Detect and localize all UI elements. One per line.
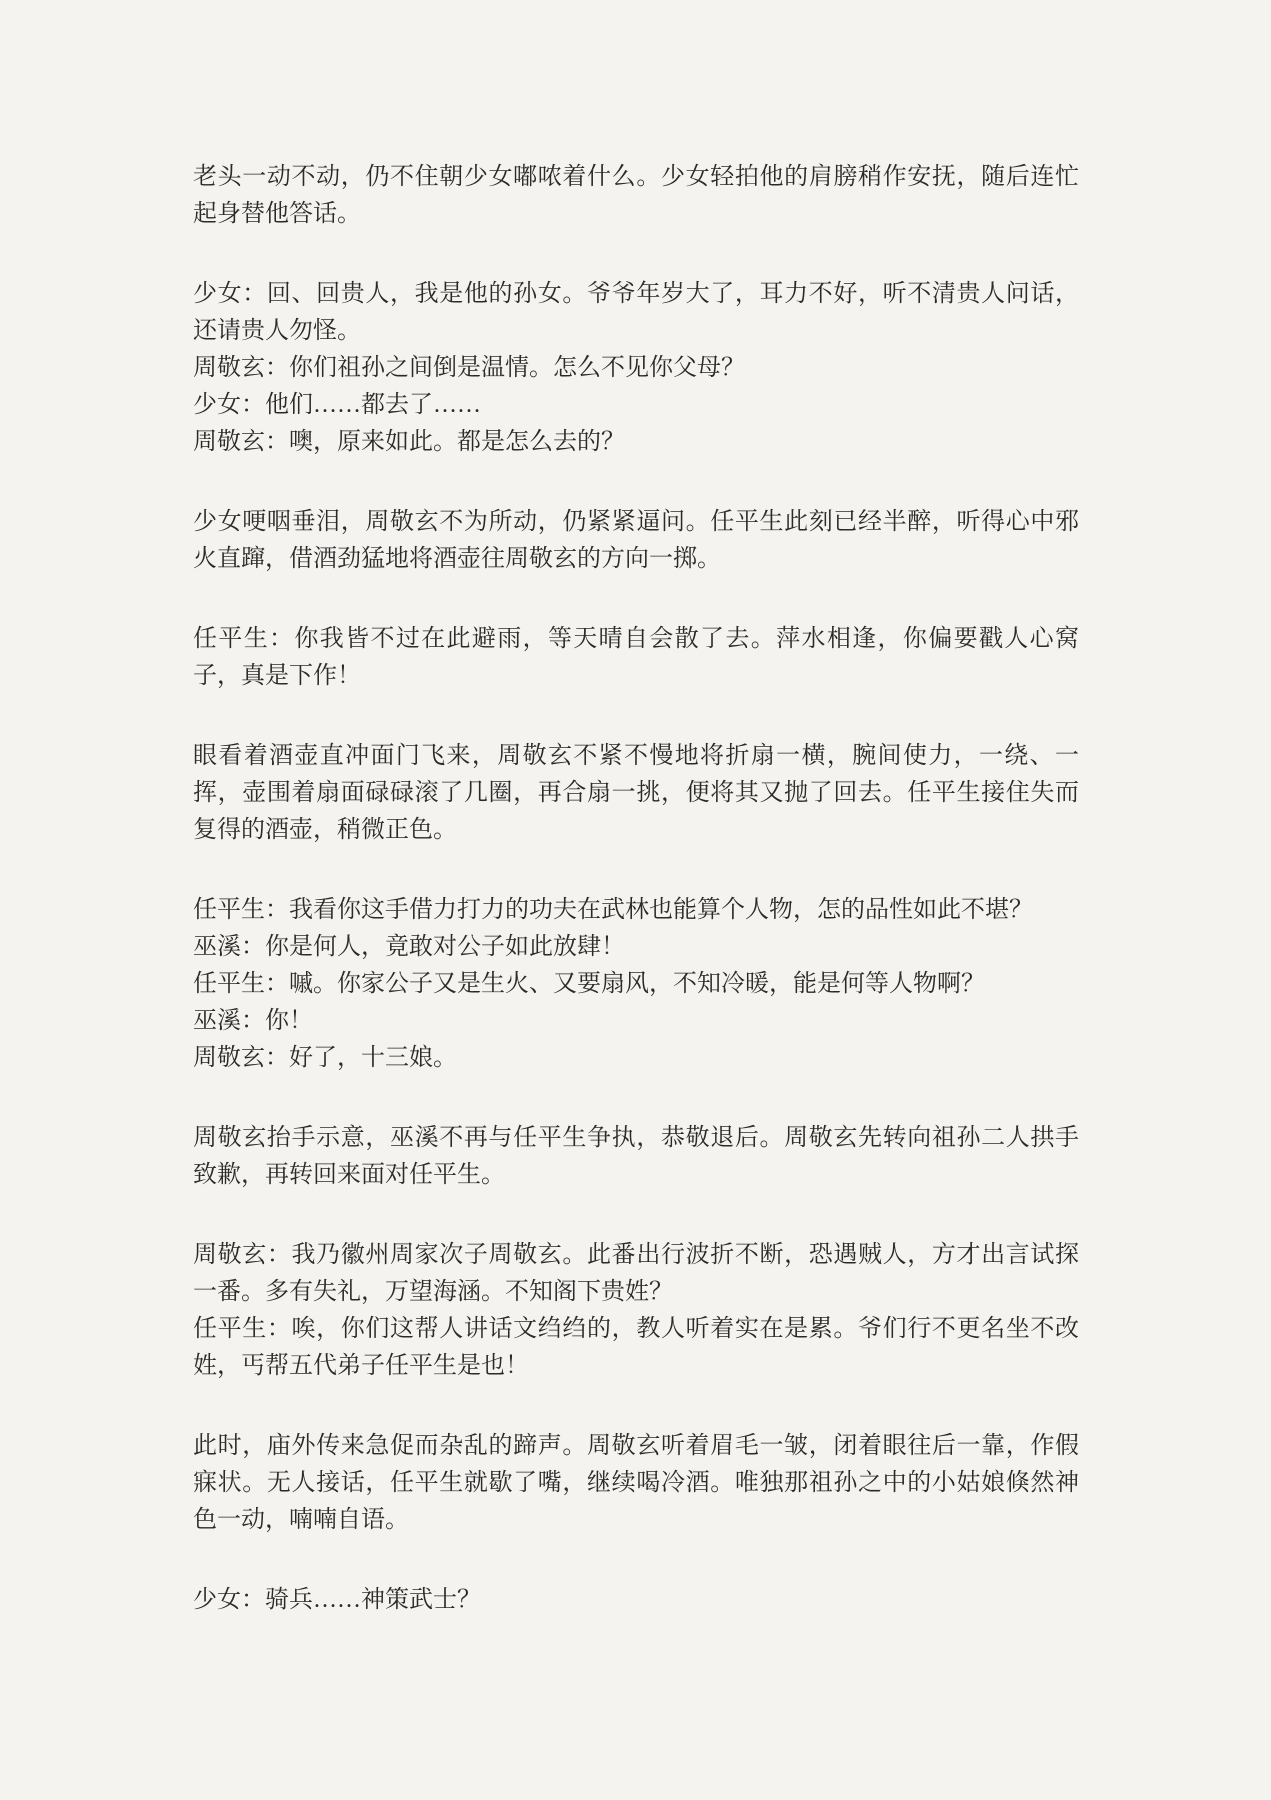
dialogue-line: 少女：骑兵……神策武士？ [193,1587,481,1613]
dialogue-block-3 [193,892,1079,1077]
narration-text: 周敬玄抬手示意，巫溪不再与任平生争执，恭敬退后。周敬玄先转向祖孙二人拱手致歉，再转回来面对任平生。 [193,1125,1079,1188]
dialogue-block-4 [193,1237,1079,1385]
narration-text: 少女哽咽垂泪，周敬玄不为所动，仍紧紧逼问。任平生此刻已经半醉，听得心中邪火直蹿，借酒劲猛地将酒壶往周敬玄的方向一掷。 [193,509,1079,572]
dialogue-line: 少女：他们……都去了…… [193,392,481,418]
dialogue-line: 任平生：唉，你们这帮人讲话文绉绉的，教人听着实在是累。爷们行不更名坐不改姓，丐帮五代弟子任平生是也！ [193,1316,1079,1379]
narration-block-3 [193,738,1079,849]
dialogue-line: 任平生：嘁。你家公子又是生火、又要扇风，不知冷暖，能是何等人物啊？ [193,971,985,997]
narration-text: 老头一动不动，仍不住朝少女嘟哝着什么。少女轻拍他的肩膀稍作安抚，随后连忙起身替他答话。 [193,164,1079,227]
narration-block-5 [193,1428,1079,1539]
dialogue-line: 巫溪：你！ [193,1008,313,1034]
dialogue-block-1 [193,276,1079,461]
dialogue-block-5 [193,1582,1079,1619]
dialogue-line: 周敬玄：你们祖孙之间倒是温情。怎么不见你父母？ [193,355,745,381]
dialogue-line: 巫溪：你是何人，竟敢对公子如此放肆！ [193,934,625,960]
dialogue-line: 周敬玄：好了，十三娘。 [193,1045,457,1071]
narration-text: 此时，庙外传来急促而杂乱的蹄声。周敬玄听着眉毛一皱，闭着眼往后一靠，作假寐状。无人接话，任平生就歇了嘴，继续喝冷酒。唯独那祖孙之中的小姑娘倏然神色一动，喃喃自语。 [193,1433,1079,1533]
dialogue-line: 少女：回、回贵人，我是他的孙女。爷爷年岁大了，耳力不好，听不清贵人问话，还请贵人勿怪。 [193,281,1079,344]
dialogue-line: 任平生：我看你这手借力打力的功夫在武林也能算个人物，怎的品性如此不堪？ [193,897,1033,923]
narration-block-2 [193,504,1079,578]
narration-text: 眼看着酒壶直冲面门飞来，周敬玄不紧不慢地将折扇一横，腕间使力，一绕、一挥，壶围着扇面碌碌滚了几圈，再合扇一挑，便将其又抛了回去。任平生接住失而复得的酒壶，稍微正色。 [193,743,1079,843]
dialogue-line: 周敬玄：我乃徽州周家次子周敬玄。此番出行波折不断，恐遇贼人，方才出言试探一番。多有失礼，万望海涵。不知阁下贵姓？ [193,1242,1079,1305]
narration-block-4 [193,1120,1079,1194]
dialogue-line: 周敬玄：噢，原来如此。都是怎么去的？ [193,429,625,455]
dialogue-line: 任平生：你我皆不过在此避雨，等天晴自会散了去。萍水相逢，你偏要戳人心窝子，真是下作！ [193,626,1079,689]
dialogue-block-2 [193,621,1079,695]
narration-block-1 [193,159,1079,233]
